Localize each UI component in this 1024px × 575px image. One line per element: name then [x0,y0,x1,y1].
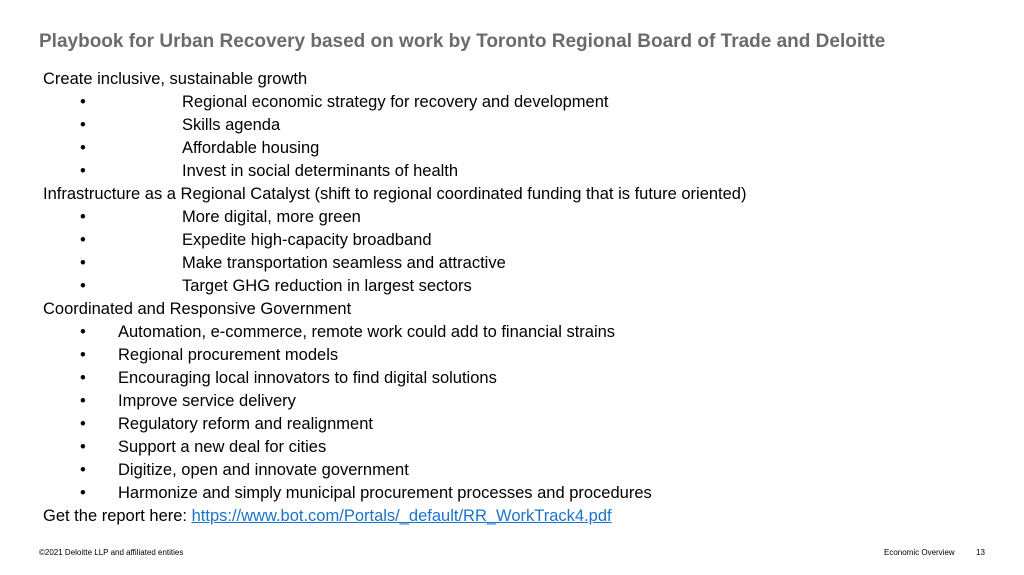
list-item: • Encouraging local innovators to find digital solutions [43,367,1003,390]
list-item: • More digital, more green [43,206,1003,229]
bullet-icon: • [80,277,86,295]
bullet-icon: • [80,231,86,249]
list-item: • Regional procurement models [43,344,1003,367]
list-item: • Target GHG reduction in largest sectors [43,275,1003,298]
bullet-icon: • [80,162,86,180]
list-item: • Automation, e-commerce, remote work could add to financial strains [43,321,1003,344]
report-label: Get the report here: [43,507,192,525]
list-item: • Make transportation seamless and attractive [43,252,1003,275]
list-item: • Harmonize and simply municipal procurement processes and procedures [43,482,1003,505]
report-line [43,505,1003,528]
bullet-icon: • [80,484,86,502]
bullet-icon: • [80,346,86,364]
section-heading-government: Coordinated and Responsive Government [43,300,352,318]
section-heading-infrastructure: Infrastructure as a Regional Catalyst (shift to regional coordinated funding that is future oriented) [43,185,747,203]
list-item: • Regional economic strategy for recovery and development [43,91,1003,114]
footer-copyright: ©2021 Deloitte LLP and affiliated entities [39,548,184,557]
list-item: • Expedite high-capacity broadband [43,229,1003,252]
report-link[interactable]: https://www.bot.com/Portals/_default/RR_WorkTrack4.pdf [191,507,612,525]
bullet-icon: • [80,461,86,479]
page-number: 13 [976,548,985,557]
bullet-icon: • [80,139,86,157]
section-heading-growth: Create inclusive, sustainable growth [43,70,308,88]
list-item: • Skills agenda [43,114,1003,137]
footer-section: Economic Overview [884,548,955,557]
bullet-icon: • [80,116,86,134]
page-title: Playbook for Urban Recovery based on work by Toronto Regional Board of Trade and Deloitte [39,31,886,52]
bullet-icon: • [80,208,86,226]
bullet-icon: • [80,93,86,111]
bullet-icon: • [80,415,86,433]
list-item: • Digitize, open and innovate government [43,459,1003,482]
list-item: • Support a new deal for cities [43,436,1003,459]
list-item: • Invest in social determinants of health [43,160,1003,183]
bullet-icon: • [80,438,86,456]
list-item: • Affordable housing [43,137,1003,160]
list-item: • Improve service delivery [43,390,1003,413]
content-body [43,68,1003,528]
bullet-icon: • [80,323,86,341]
bullet-icon: • [80,254,86,272]
list-item: • Regulatory reform and realignment [43,413,1003,436]
bullet-icon: • [80,392,86,410]
bullet-icon: • [80,369,86,387]
